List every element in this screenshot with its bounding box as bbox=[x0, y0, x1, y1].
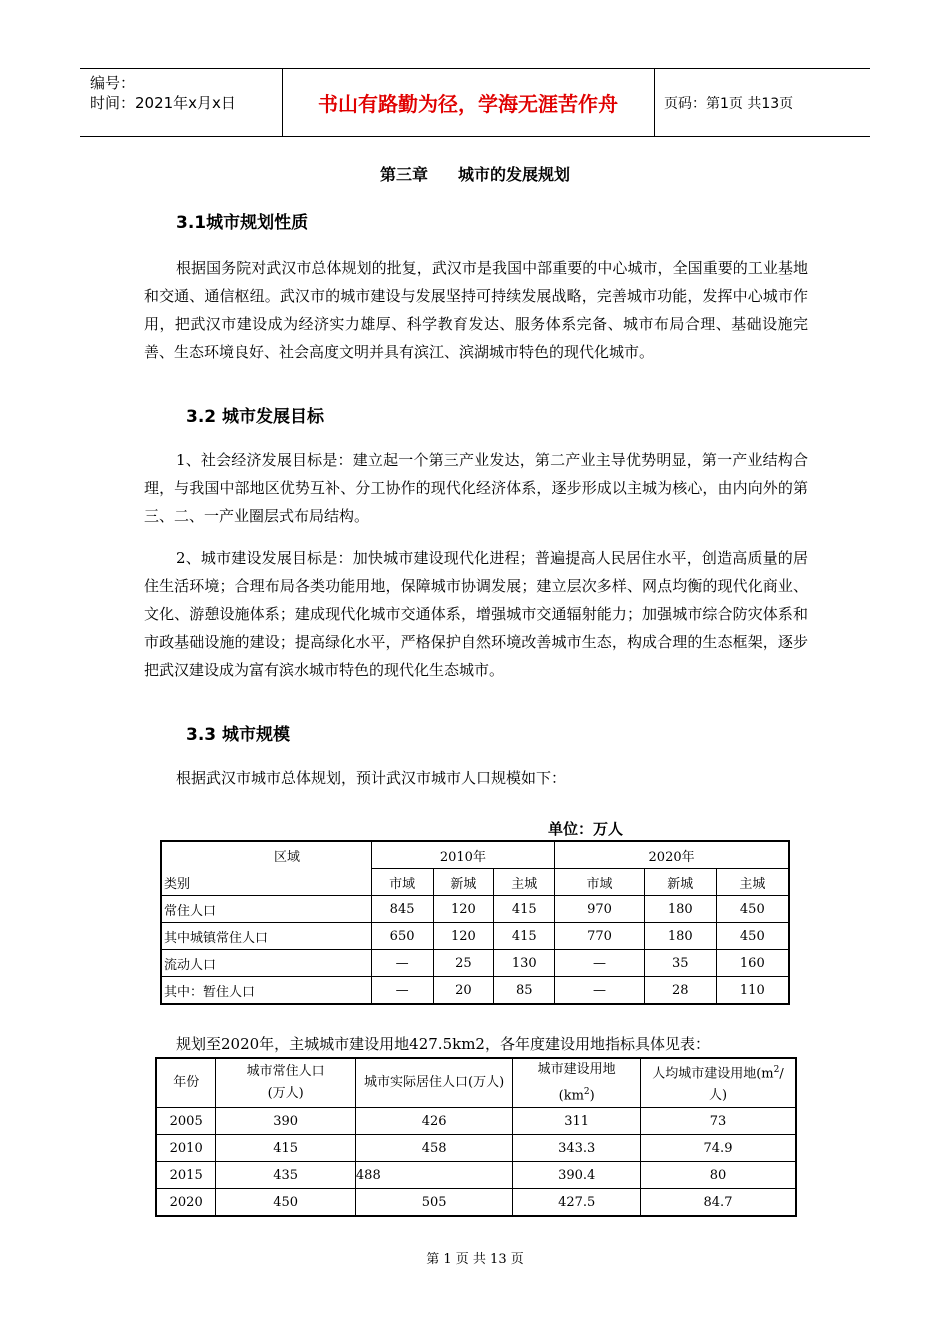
header-line: 城市常住人口 bbox=[246, 1064, 325, 1080]
table-row bbox=[161, 977, 789, 1005]
header-line: (万人) bbox=[267, 1086, 304, 1102]
table-cell: 85 bbox=[494, 977, 555, 1005]
table-row bbox=[161, 896, 789, 923]
col-header: 新城 bbox=[644, 869, 716, 896]
per-capita-header bbox=[640, 1058, 796, 1108]
table-cell: 74.9 bbox=[640, 1135, 796, 1162]
table-row bbox=[161, 923, 789, 950]
table-cell: 2005 bbox=[156, 1108, 216, 1135]
year-header: 年份 bbox=[156, 1058, 216, 1108]
table-cell: 970 bbox=[555, 896, 645, 923]
year-2010-header: 2010年 bbox=[371, 841, 554, 869]
table-cell: 311 bbox=[513, 1108, 641, 1135]
category-label: 类别 bbox=[164, 877, 191, 892]
section-3-3-intro: 根据武汉市城市总体规划，预计武汉市城市人口规模如下： bbox=[176, 769, 567, 787]
table-cell: 650 bbox=[371, 923, 433, 950]
year-2020-header: 2020年 bbox=[555, 841, 789, 869]
table-unit-label: 单位：万人 bbox=[548, 820, 624, 838]
table-cell: 130 bbox=[494, 950, 555, 977]
header-text: 人均城市建设用地(m bbox=[652, 1066, 774, 1082]
header-meta bbox=[90, 73, 236, 113]
land-use-table bbox=[155, 1057, 797, 1217]
table-cell: 450 bbox=[716, 923, 789, 950]
table-cell: — bbox=[371, 977, 433, 1005]
land-table-caption: 规划至2020年，主城城市建设用地427.5km2，各年度建设用地指标具体见表： bbox=[176, 1035, 710, 1053]
col-header: 市域 bbox=[371, 869, 433, 896]
table-cell: 343.3 bbox=[513, 1135, 641, 1162]
region-label: 区域 bbox=[274, 850, 301, 865]
table-cell: 426 bbox=[355, 1108, 512, 1135]
header-time: 时间：2021年x月x日 bbox=[90, 94, 236, 112]
table-cell: 120 bbox=[433, 923, 494, 950]
population-header bbox=[216, 1058, 356, 1108]
header-text: (km bbox=[558, 1088, 584, 1104]
table-cell: 415 bbox=[494, 896, 555, 923]
header-text: / bbox=[779, 1066, 784, 1082]
header-divider bbox=[654, 69, 655, 136]
col-header: 市域 bbox=[555, 869, 645, 896]
table-cell: 2010 bbox=[156, 1135, 216, 1162]
table-cell: 505 bbox=[355, 1189, 512, 1217]
header-number: 编号： bbox=[90, 74, 136, 92]
table-cell: 390.4 bbox=[513, 1162, 641, 1189]
header-text: ) bbox=[589, 1088, 595, 1104]
col-header: 主城 bbox=[494, 869, 555, 896]
table-cell: — bbox=[555, 950, 645, 977]
page-footer: 第 1 页 共 13 页 bbox=[426, 1252, 524, 1267]
table-row bbox=[156, 1162, 796, 1189]
table-cell: 415 bbox=[494, 923, 555, 950]
chapter-title bbox=[0, 162, 950, 185]
table-row bbox=[156, 1135, 796, 1162]
header-line bbox=[641, 1059, 795, 1085]
table-cell: 110 bbox=[716, 977, 789, 1005]
section-heading-3-2: 3.2 城市发展目标 bbox=[186, 407, 325, 427]
section-heading-3-3: 3.3 城市规模 bbox=[186, 725, 291, 745]
table-cell: 450 bbox=[216, 1189, 356, 1217]
table-cell: 427.5 bbox=[513, 1189, 641, 1217]
chapter-name: 城市的发展规划 bbox=[458, 165, 571, 184]
table-cell: 84.7 bbox=[640, 1189, 796, 1217]
row-label: 其中城镇常住人口 bbox=[161, 923, 371, 950]
table-cell: 160 bbox=[716, 950, 789, 977]
chapter-number: 第三章 bbox=[379, 165, 428, 184]
table-cell: 390 bbox=[216, 1108, 356, 1135]
header-page-number: 页码：第1页 共13页 bbox=[664, 96, 794, 112]
section-3-1-paragraph: 根据国务院对武汉市总体规划的批复，武汉市是我国中部重要的中心城市，全国重要的工业基地和交通、通信枢纽。武汉市的城市建设与发展坚持可持续发展战略，完善城市功能，发挥中心城市作用，把武汉市建设成为经济实力雄厚、科学教育发达、服务体系完备、城市布局合理、基础设施完善、生态环境良好、社会高度文明并具有滨江、滨湖城市特色的现代化城市。 bbox=[144, 259, 808, 361]
table-cell: 20 bbox=[433, 977, 494, 1005]
table-cell: — bbox=[371, 950, 433, 977]
table-cell: 450 bbox=[716, 896, 789, 923]
table-cell: 2020 bbox=[156, 1189, 216, 1217]
superscript: 2 bbox=[583, 1087, 590, 1097]
table-row bbox=[156, 1189, 796, 1217]
population-table bbox=[160, 840, 790, 1005]
table-cell: 180 bbox=[644, 896, 716, 923]
table-row bbox=[161, 950, 789, 977]
table-header-row bbox=[161, 841, 789, 869]
header-line: 城市建设用地 bbox=[537, 1062, 616, 1077]
table-cell: 2015 bbox=[156, 1162, 216, 1189]
table-cell: 415 bbox=[216, 1135, 356, 1162]
row-label: 常住人口 bbox=[161, 896, 371, 923]
table-cell: 35 bbox=[644, 950, 716, 977]
section-3-2-paragraph-2: 2、城市建设发展目标是：加快城市建设现代化进程；普遍提高人民居住水平，创造高质量的居住生活环境；合理布局各类功能用地，保障城市协调发展；建立层次多样、网点均衡的现代化商业、文化、游憩设施体系；建成现代化城市交通体系，增强城市交通辐射能力；加强城市综合防灾体系和市政基础设施的建设；提高绿化水平，严格保护自然环境改善城市生态，构成合理的生态框架，逐步把武汉建设成为富有滨水城市特色的现代化生态城市。 bbox=[144, 549, 808, 679]
table-row bbox=[156, 1108, 796, 1135]
table-cell: 770 bbox=[555, 923, 645, 950]
row-label: 流动人口 bbox=[161, 950, 371, 977]
row-label: 其中：暂住人口 bbox=[161, 977, 371, 1005]
table-cell: 73 bbox=[640, 1108, 796, 1135]
header-line bbox=[513, 1081, 640, 1107]
table-cell: 180 bbox=[644, 923, 716, 950]
land-header bbox=[513, 1058, 641, 1108]
table-cell: 458 bbox=[355, 1135, 512, 1162]
header-motto: 书山有路勤为径，学海无涯苦作舟 bbox=[318, 92, 618, 116]
table-cell: 120 bbox=[433, 896, 494, 923]
header-line: 人) bbox=[708, 1088, 728, 1104]
table-cell: 845 bbox=[371, 896, 433, 923]
section-heading-3-1: 3.1城市规划性质 bbox=[176, 213, 309, 233]
table-cell: 28 bbox=[644, 977, 716, 1005]
table-cell: — bbox=[555, 977, 645, 1005]
table-cell: 488 bbox=[355, 1162, 512, 1189]
table-cell: 435 bbox=[216, 1162, 356, 1189]
section-3-2-paragraph-1: 1、社会经济发展目标是：建立起一个第三产业发达，第二产业主导优势明显，第一产业结构合理，与我国中部地区优势互补、分工协作的现代化经济体系，逐步形成以主城为核心，由内向外的第三、二、一产业圈层式布局结构。 bbox=[144, 451, 808, 525]
region-category-cell bbox=[161, 841, 371, 896]
superscript: 2 bbox=[773, 1065, 780, 1075]
col-header: 新城 bbox=[433, 869, 494, 896]
col-header: 主城 bbox=[716, 869, 789, 896]
actual-population-header: 城市实际居住人口(万人) bbox=[355, 1058, 512, 1108]
table-cell: 80 bbox=[640, 1162, 796, 1189]
page-header bbox=[80, 68, 870, 137]
table-cell: 25 bbox=[433, 950, 494, 977]
table-header-row bbox=[156, 1058, 796, 1108]
